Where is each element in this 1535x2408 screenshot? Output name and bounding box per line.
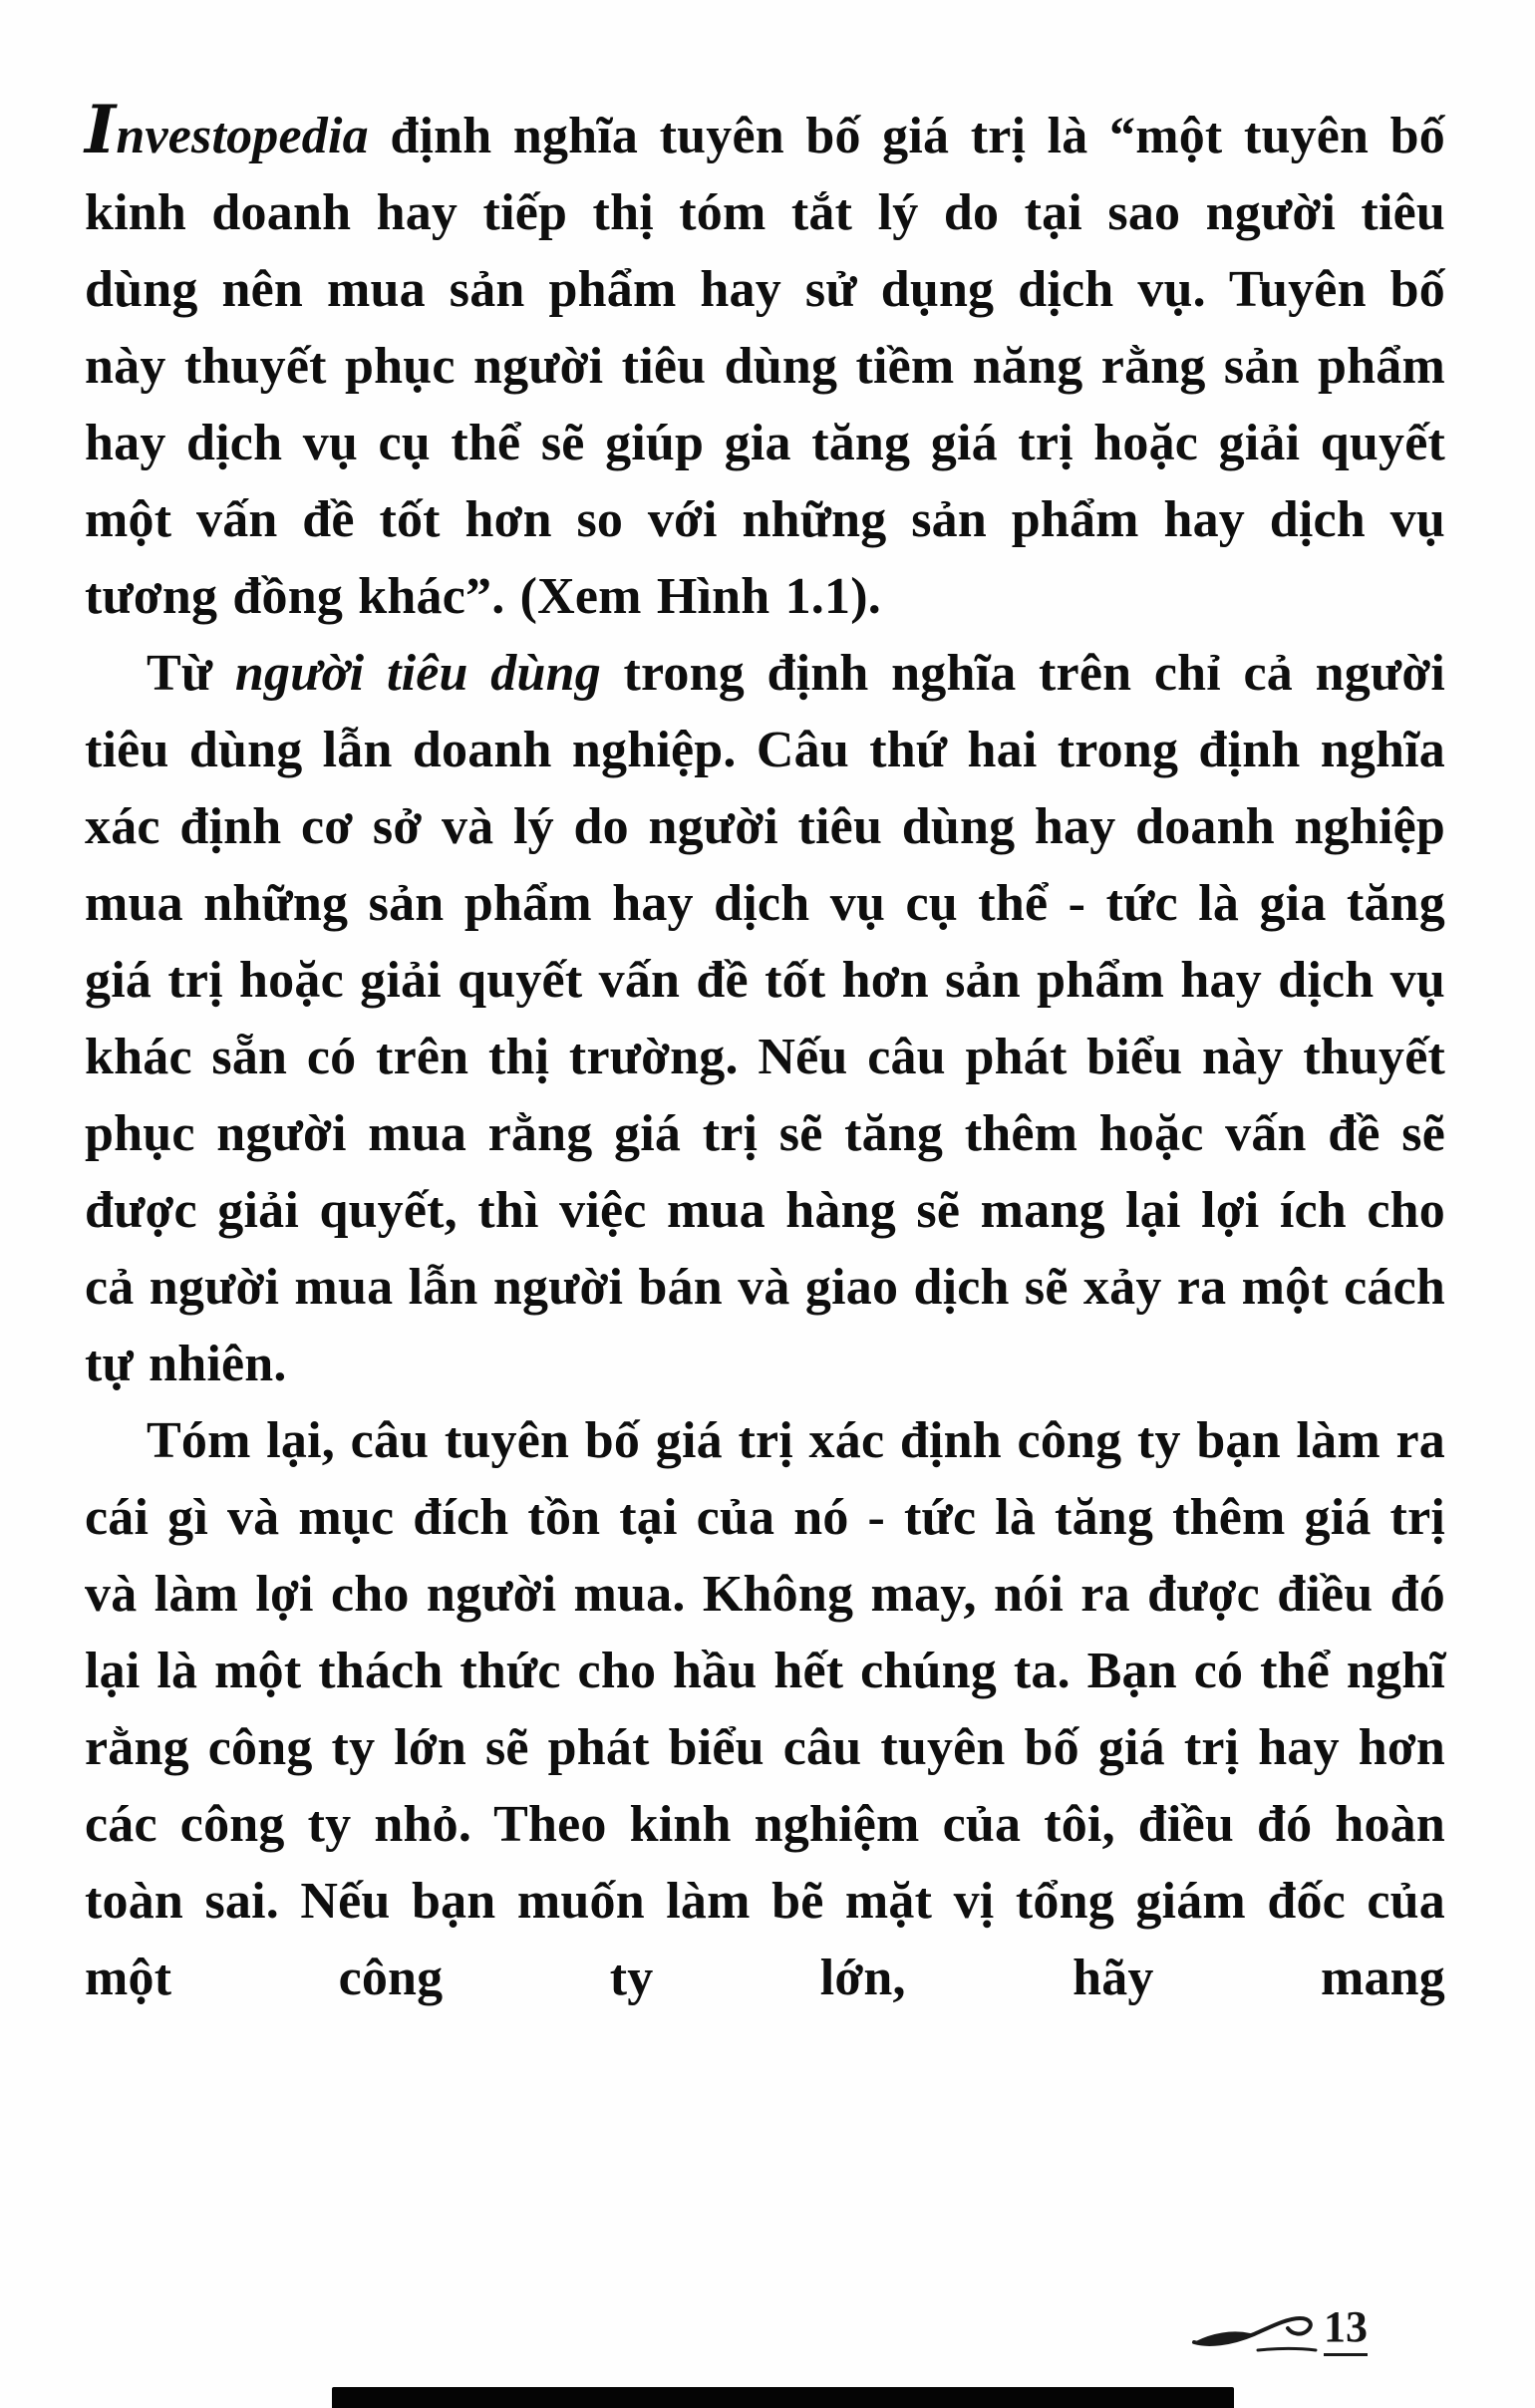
paragraph-text: Từ [147, 645, 235, 702]
paragraph [85, 1402, 1445, 2016]
pen-flourish-icon [1188, 2304, 1320, 2356]
scan-edge-bar [332, 2387, 1234, 2408]
paragraph-text: trong định nghĩa trên chỉ cả người tiêu dùng lẫn doanh nghiệp. Câu thứ hai trong định nghĩa xác định cơ sở và lý do người tiêu dùng hay doanh nghiệp mua những sản phẩm hay dịch vụ cụ thể - tức là gia tăng giá trị hoặc giải quyết vấn đề tốt hơn sản phẩm hay dịch vụ khác sẵn có trên thị trường. Nếu câu phát biểu này thuyết phục người mua rằng giá trị sẽ tăng thêm hoặc vấn đề sẽ được giải quyết, thì việc mua hàng sẽ mang lại lợi ích cho cả người mua lẫn người bán và giao dịch sẽ xảy ra một cách tự nhiên. [85, 645, 1445, 1392]
paragraph-text: Tóm lại, câu tuyên bố giá trị xác định công ty bạn làm ra cái gì và mục đích tồn tại của nó - tức là tăng thêm giá trị và làm lợi cho người mua. Không may, nói ra được điều đó lại là một thách thức cho hầu hết chúng ta. Bạn có thể nghĩ rằng công ty lớn sẽ phát biểu câu tuyên bố giá trị hay hơn các công ty nhỏ. Theo kinh nghiệm của tôi, điều đó hoàn toàn sai. Nếu bạn muốn làm bẽ mặt vị tổng giám đốc của một công ty lớn, hãy mang [85, 1412, 1445, 2006]
emphasized-term: người tiêu dùng [234, 645, 601, 702]
paragraph [85, 91, 1445, 635]
page-number: 13 [1324, 2305, 1368, 2356]
lead-word: Investopedia [85, 91, 369, 168]
paragraph [85, 635, 1445, 1402]
paragraph-text: định nghĩa tuyên bố giá trị là “một tuyên bố kinh doanh hay tiếp thị tóm tắt lý do tại sao người tiêu dùng nên mua sản phẩm hay sử dụng dịch vụ. Tuyên bố này thuyết phục người tiêu dùng tiềm năng rằng sản phẩm hay dịch vụ cụ thể sẽ giúp gia tăng giá trị hoặc giải quyết một vấn đề tốt hơn so với những sản phẩm hay dịch vụ tương đồng khác”. (Xem Hình 1.1). [85, 108, 1445, 625]
page-footer [1188, 2304, 1368, 2356]
body-text [85, 91, 1445, 2016]
